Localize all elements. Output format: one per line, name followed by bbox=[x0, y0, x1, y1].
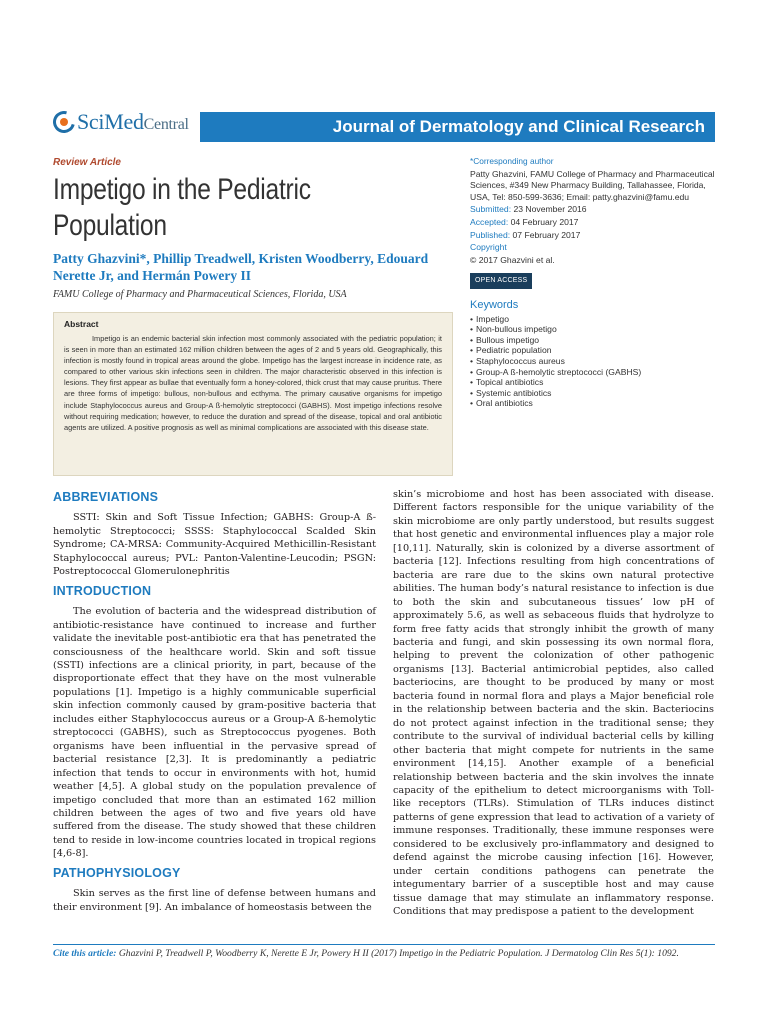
article-authors: Patty Ghazvini*, Phillip Treadwell, Kristen Woodberry, Edouard Nerette Jr, and Hermán Powery II bbox=[53, 251, 429, 283]
pathophysiology-continued-text: skin’s microbiome and host has been associated with disease. Different factors responsible for the unique variability of the skin microbiome are only partly understood, but results suggest that host genetic and environmental influences play a major role [10,11]. Naturally, skin is colonized by a diverse assortment of bacteria [12]. Infections resulting from high concentrations of bacteria are rare due to the skins own natural protective abilities. The human body’s natural resistance to infection is due to both the skin and subcutaneous tissues’ low pH of approximately 5.6, as well as sebaceous fluids that hydrolyze to form free fatty acids that strongly inhibit the growth of many bacteria and fungi, and skin possessing its own normal flora, helping to prevent the colonization of other pathogenic organisms [13]. Bacterial antimicrobial peptides, also called bacteriocins, are thought to be produced by many or most bacteria found in normal flora and plays a Major beneficial role in the relationship between bacteria and the skin. Bacteriocins do not protect against infection in the traditional sense; they contribute to the survival of individual bacterial cells by killing other bacteria that might compete for nutrients in the same environment [14,15]. Another example of a beneficial relationship between bacteria and the skin involves the innate capacity of the epithelium to detect microorganisms with Toll-like receptors (TLRs). Stimulation of TLRs induces distinct patterns of gene expression that lead to activation of a variety of immune responses. Traditionally, these immune responses were considered to be exclusively pro-inflammatory and designed to defend against the microbe causing infection [16]. However, under certain conditions pathogens can penetrate the integumentary barrier of a susceptible host and may cause tissue damage that may stimulate an inflammatory response. Conditions that may predispose a patient to the development bbox=[393, 489, 714, 918]
published-date: Published: 07 February 2017 bbox=[470, 229, 581, 240]
keyword-item: • Systemic antibiotics bbox=[470, 388, 720, 399]
keyword-item: • Bullous impetigo bbox=[470, 335, 720, 346]
pathophysiology-text: Skin serves as the first line of defense between humans and their environment [9]. An imbalance of homeostasis between the bbox=[53, 888, 376, 913]
publisher-logo bbox=[53, 107, 189, 137]
abstract-box bbox=[53, 312, 453, 476]
keyword-item: • Impetigo bbox=[470, 314, 720, 325]
accepted-date: Accepted: 04 February 2017 bbox=[470, 216, 579, 227]
submitted-date: Submitted: 23 November 2016 bbox=[470, 204, 587, 215]
introduction-text: The evolution of bacteria and the widespread distribution of antibiotic-resistance have continued to increase and further validate the inevitable post-antibiotic era that has penetrated the consciousness of the healthcare world. Skin and soft tissue (SSTI) infections are a clinical priority, in part, because of the disproportionate effect that they have on the most vulnerable populations [1]. Impetigo is a highly communicable superficial skin infection commonly caused by gram-positive bacteria that includes either Staphylococcus aureus or a Group-A ß-hemolytic streptococci (GABHS), such as Streptococcus pyogenes. Both organisms have been influential in the pervasive spread of bacterial resistance [2,3]. It is predominantly a pediatric infection that tends to occur in environments with hot, humid weather [4,5]. A global study on the population prevalence of impetigo concluded that more than an estimated 162 million children between the ages of two and five years old have suffered from the disease. The study showed that these children tend to reside in low-income countries located in tropical regions [4,6-8]. bbox=[53, 606, 376, 860]
copyright-text: © 2017 Ghazvini et al. bbox=[470, 254, 555, 265]
corresponding-author-label: *Corresponding author bbox=[470, 156, 554, 166]
keyword-item: • Oral antibiotics bbox=[470, 398, 720, 409]
pathophysiology-heading: PATHOPHYSIOLOGY bbox=[53, 865, 181, 880]
footer-divider bbox=[53, 944, 715, 945]
keyword-item: • Non-bullous impetigo bbox=[470, 324, 720, 335]
body-column-right bbox=[393, 488, 714, 919]
citation-footer: Cite this article: Ghazvini P, Treadwell P, Woodberry K, Nerette E Jr, Powery H II (2017) Impetigo in the Pediatric Population. J Dermatolog Clin Res 5(1): 1092. bbox=[53, 948, 679, 959]
abstract-heading: Abstract bbox=[64, 319, 99, 329]
keyword-item: • Group-A ß-hemolytic streptococci (GABHS) bbox=[470, 367, 720, 378]
abstract-text: Impetigo is an endemic bacterial skin infection most commonly associated with the pediatric population; it is seen in more than an estimated 162 million children between the ages of 2 and 5 years old. Geographically, this infection is mostly found in tropical areas around the globe. Impetigo has the largest increase in incidence rate, as compared to other various skin infections seen in children. The major characteristic observed in this infection is lesions. They first appear as bullae that eventually form a honey-colored, thick crust that may cause pruritus. There are three forms of impetigo: bullous, non-bullous and ecthyma. The primary causative organisms for impetigo include Staphylococcus aureus and Group-A ß-hemolytic streptococci (GABHS). Most impetigo infections resolve without requiring medication; however, to reduce the duration and spread of the disease, topical and oral antibiotic agents are utilized. A positive prognosis as well as minimal complications are associated with this disease state. bbox=[64, 334, 442, 432]
keyword-item: • Topical antibiotics bbox=[470, 377, 720, 388]
corresponding-author-text: Patty Ghazvini, FAMU College of Pharmacy and Pharmaceutical Sciences, #349 New Pharmacy Building, Tallahassee, Florida, USA, Tel: 850-599-3636; Email: patty.ghazvini@famu.edu bbox=[470, 168, 715, 202]
keyword-item: • Staphylococcus aureus bbox=[470, 356, 720, 367]
article-info-sidebar bbox=[470, 156, 720, 409]
article-title: Impetigo in the Pediatric Population bbox=[53, 173, 311, 242]
article-type: Review Article bbox=[53, 157, 121, 168]
introduction-heading: INTRODUCTION bbox=[53, 583, 152, 598]
logo-text: SciMedCentral bbox=[77, 109, 189, 134]
open-access-badge: OPEN ACCESS bbox=[470, 273, 532, 289]
journal-title-banner: Journal of Dermatology and Clinical Research bbox=[200, 112, 715, 142]
abbreviations-heading: ABBREVIATIONS bbox=[53, 490, 159, 504]
author-affiliation: FAMU College of Pharmacy and Pharmaceutical Sciences, Florida, USA bbox=[53, 289, 347, 300]
copyright-label: Copyright bbox=[470, 242, 507, 253]
keywords-list bbox=[470, 314, 720, 409]
keywords-heading: Keywords bbox=[470, 298, 519, 311]
body-column-left bbox=[53, 488, 376, 914]
logo-mark-icon bbox=[53, 111, 75, 133]
abbreviations-text: SSTI: Skin and Soft Tissue Infection; GABHS: Group-A ß-hemolytic Streptococci; SSSS: Staphylococcal Scalded Skin Syndrome; CA-MRSA: Community-Acquired Methicillin-Resistant Staphylococcal aureus; PVL: Panton-Valentine-Leucodin; PSGN: Postreptococcal Glomerulonephritis bbox=[53, 512, 376, 578]
keyword-item: • Pediatric population bbox=[470, 345, 720, 356]
